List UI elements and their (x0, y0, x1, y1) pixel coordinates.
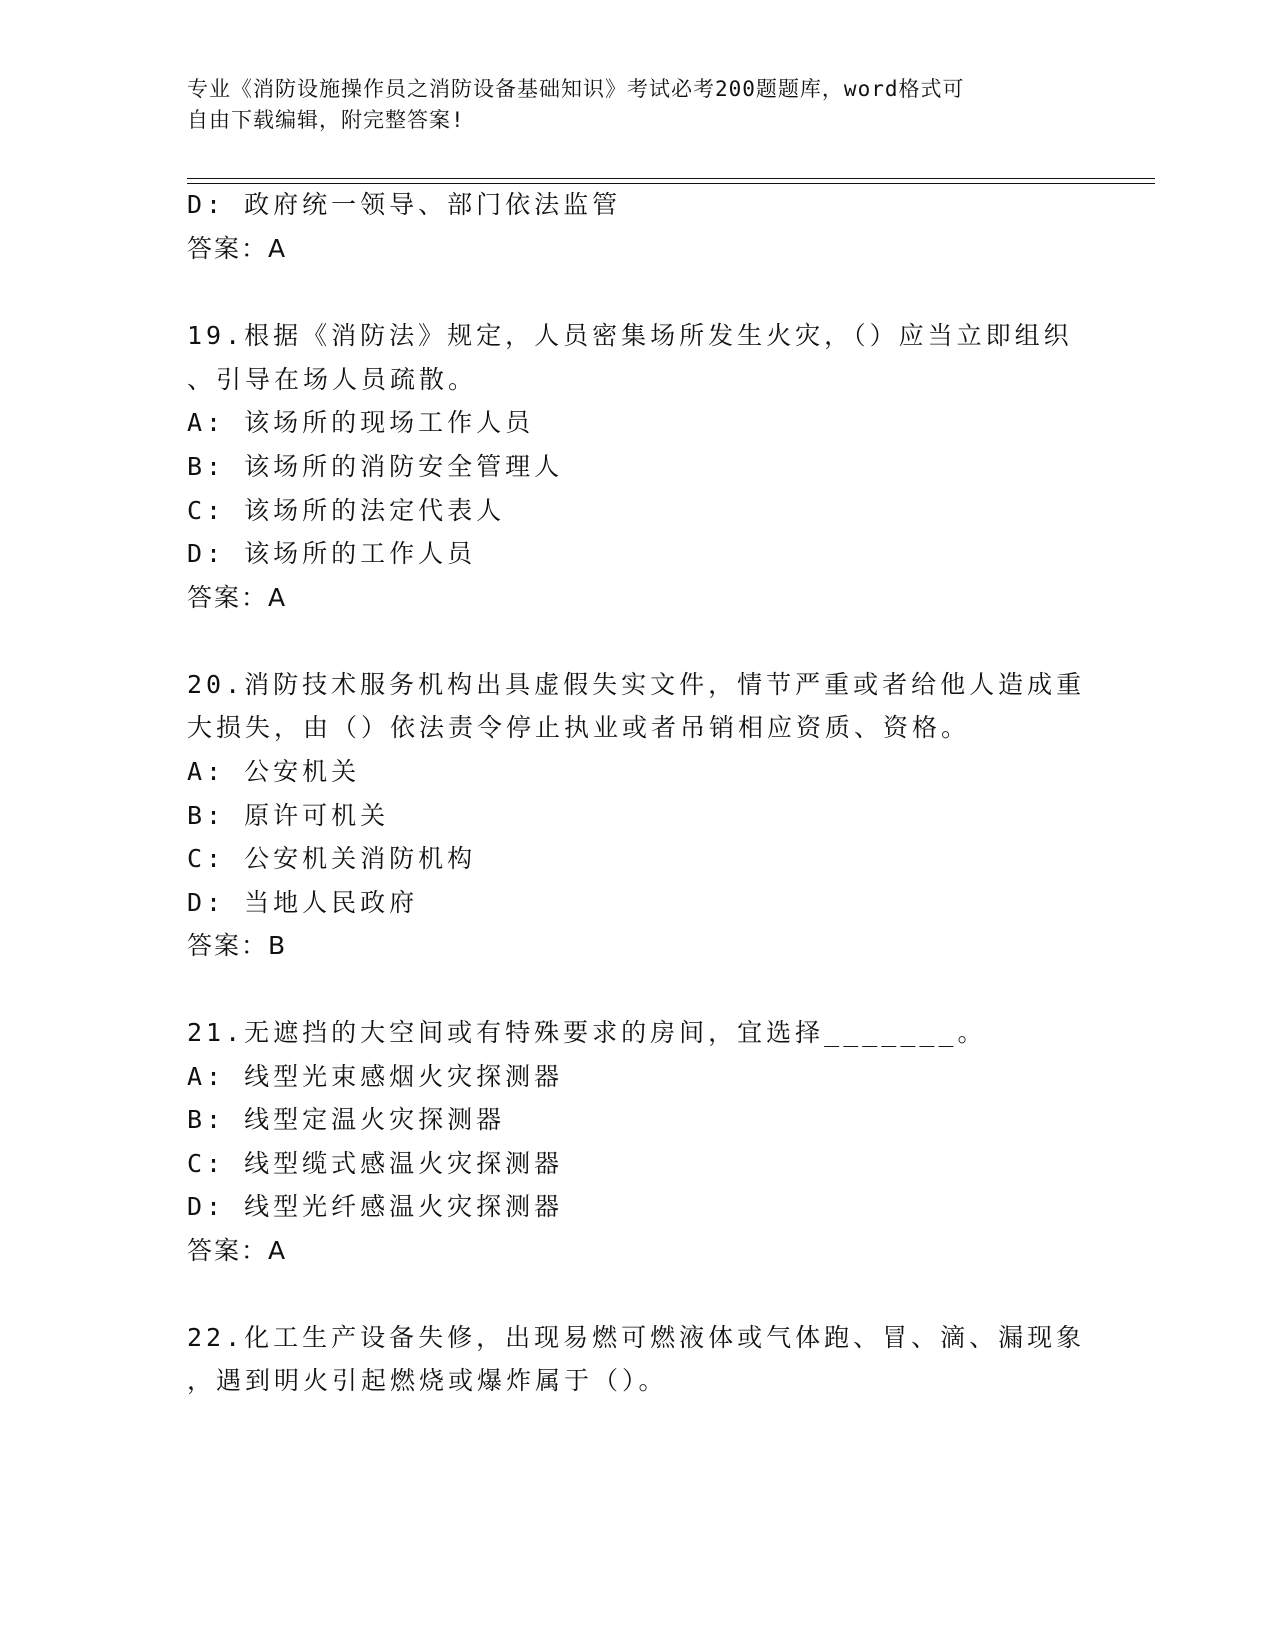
q19-answer: 答案：A (187, 583, 288, 612)
q20-stem-line-2: 大损失，由（）依法责令停止执业或者吊销相应资质、资格。 (187, 713, 971, 742)
q21-option-c: C: 线型缆式感温火灾探测器 (187, 1149, 564, 1178)
q21-option-b: B: 线型定温火灾探测器 (187, 1105, 506, 1134)
q19-option-a: A: 该场所的现场工作人员 (187, 408, 535, 437)
q19-stem-line-1: 19.根据《消防法》规定，人员密集场所发生火灾，（）应当立即组织 (187, 321, 1073, 350)
q20-option-c: C: 公安机关消防机构 (187, 844, 477, 873)
prev-answer: 答案：A (187, 234, 288, 263)
q21-stem-line-1: 21.无遮挡的大空间或有特殊要求的房间，宜选择_______。 (187, 1018, 987, 1047)
q21-option-d: D: 线型光纤感温火灾探测器 (187, 1192, 564, 1221)
q19-option-b: B: 该场所的消防安全管理人 (187, 452, 564, 481)
q20-option-d: D: 当地人民政府 (187, 888, 419, 917)
q21-option-a: A: 线型光束感烟火灾探测器 (187, 1062, 564, 1091)
q20-option-a: A: 公安机关 (187, 757, 361, 786)
prev-option-d: D: 政府统一领导、部门依法监管 (187, 190, 622, 219)
q19-option-d: D: 该场所的工作人员 (187, 539, 477, 568)
q21-answer: 答案：A (187, 1236, 288, 1265)
q19-option-c: C: 该场所的法定代表人 (187, 496, 506, 525)
header-title-line-1: 专业《消防设施操作员之消防设备基础知识》考试必考200题题库，word格式可 (187, 77, 965, 101)
q20-answer: 答案：B (187, 931, 288, 960)
q22-stem-line-1: 22.化工生产设备失修，出现易燃可燃液体或气体跑、冒、滴、漏现象 (187, 1323, 1086, 1352)
q20-stem-line-1: 20.消防技术服务机构出具虚假失实文件，情节严重或者给他人造成重 (187, 670, 1086, 699)
q20-option-b: B: 原许可机关 (187, 801, 390, 830)
question-list (187, 0, 1086, 1650)
q22-stem-line-2: ，遇到明火引起燃烧或爆炸属于（）。 (187, 1366, 668, 1395)
q19-stem-line-2: 、引导在场人员疏散。 (187, 365, 478, 394)
header-title-line-2: 自由下载编辑，附完整答案! (187, 108, 465, 132)
